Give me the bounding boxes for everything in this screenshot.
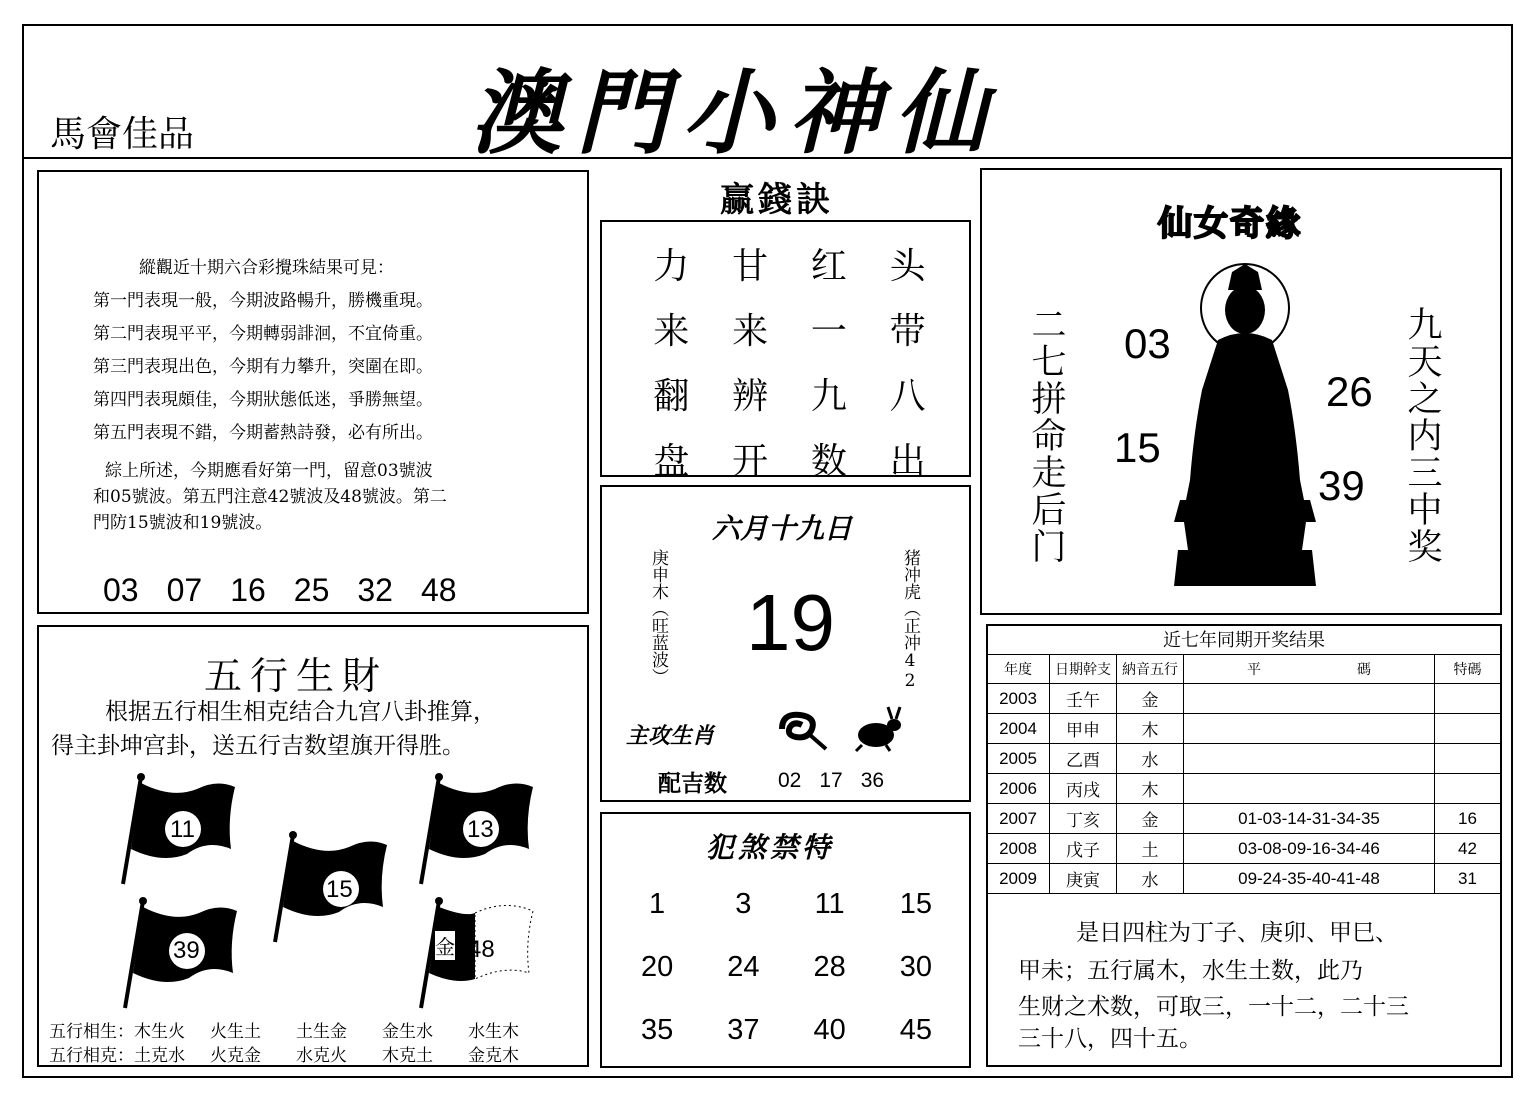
lucky-numbers — [778, 769, 884, 793]
yingqian-grid — [632, 238, 947, 484]
sheng-item: 水生木 — [468, 1022, 519, 1042]
fansha-number: 35 — [640, 1014, 674, 1046]
lucky-number: 17 — [819, 769, 843, 792]
fairy-title: 仙女奇緣 — [1158, 204, 1302, 244]
cell-year: 2006 — [987, 774, 1050, 804]
results-note: 甲未；五行属木，水生土数，此乃 — [1018, 958, 1363, 984]
cell-ping — [1184, 774, 1435, 804]
col-header: 納音五行 — [1117, 655, 1184, 684]
fairy-number: 26 — [1326, 368, 1373, 415]
analysis-line: 第五門表現不錯，今期蓄熱詩發，必有所出。 — [93, 423, 433, 443]
wuxing-text: 得主卦坤宫卦，送五行吉数望旗开得胜。 — [51, 733, 465, 759]
number: 48 — [420, 572, 457, 608]
fairy-number: 39 — [1318, 462, 1365, 509]
wuxing-text: 根据五行相生相克结合九宫八卦推算， — [105, 699, 496, 725]
cell-ping: 01-03-14-31-34-35 — [1184, 804, 1435, 834]
yingqian-panel — [600, 220, 971, 482]
analysis-line: 第四門表現頗佳，今期狀態低迷，爭勝無望。 — [93, 390, 433, 410]
yingqian-char: 辨 — [732, 376, 769, 417]
cell-year: 2007 — [987, 804, 1050, 834]
page-title: 澳門小神仙 — [470, 59, 1001, 167]
flag-number: 48 — [468, 936, 495, 963]
table-row — [987, 834, 1501, 864]
cell-year: 2009 — [987, 864, 1050, 894]
table-row — [987, 864, 1501, 894]
analysis-summary: 綜上所述，今期應看好第一門，留意03號波 — [105, 461, 433, 481]
fansha-number: 1 — [649, 888, 666, 920]
fairy-number: 15 — [1114, 424, 1161, 471]
cell-ganzhi: 戊子 — [1050, 834, 1117, 864]
cell-te: 31 — [1435, 864, 1501, 894]
number: 16 — [230, 572, 266, 608]
yingqian-char: 盘 — [653, 441, 690, 482]
fansha-number: 28 — [813, 951, 846, 983]
results-note: 生财之术数，可取三，一十二，二十三 — [1018, 994, 1409, 1020]
zodiac-label: 主攻生肖 — [626, 723, 715, 749]
wuxing-sheng-row — [49, 1017, 519, 1042]
sheng-item: 火生土 — [210, 1022, 261, 1042]
number: 25 — [293, 572, 330, 608]
fansha-grid — [614, 888, 959, 1047]
table-row — [987, 804, 1501, 834]
analysis-line: 縱觀近十期六合彩攪珠結果可見： — [139, 258, 394, 278]
results-note: 三十八，四十五。 — [1018, 1026, 1202, 1052]
fansha-number: 3 — [735, 888, 752, 920]
cell-te: 16 — [1435, 804, 1501, 834]
cell-ping — [1184, 744, 1435, 774]
date-left-vertical: 庚申木（旺蓝波） — [648, 549, 668, 685]
yingqian-char: 八 — [889, 376, 926, 417]
date-right-vertical: 猪冲虎（正冲42 — [900, 549, 920, 691]
analysis-summary: 和05號波。第五門注意42號波及48號波。第二 — [93, 487, 447, 507]
yingqian-char: 甘 — [732, 246, 769, 287]
results-table — [986, 654, 1501, 894]
yingqian-char: 力 — [653, 246, 690, 287]
rabbit-zodiac-icon — [850, 705, 906, 753]
yingqian-title: 赢錢訣 — [720, 180, 834, 220]
fansha-number: 24 — [727, 951, 760, 983]
fansha-number: 11 — [814, 888, 845, 920]
cell-wuxing: 木 — [1117, 714, 1184, 744]
date-day-number: 19 — [746, 578, 835, 667]
yingqian-char: 开 — [732, 441, 769, 482]
yingqian-char: 来 — [653, 311, 690, 352]
lucky-label: 配吉数 — [658, 771, 727, 797]
fansha-number: 45 — [899, 1014, 932, 1046]
fansha-number: 15 — [899, 888, 932, 920]
cell-year: 2005 — [987, 744, 1050, 774]
cell-wuxing: 金 — [1117, 804, 1184, 834]
cell-te: 42 — [1435, 834, 1501, 864]
fansha-panel — [600, 812, 971, 1068]
col-header: 特碼 — [1435, 655, 1501, 684]
snake-zodiac-icon — [774, 707, 830, 753]
number: 03 — [103, 572, 139, 608]
cell-ping — [1184, 684, 1435, 714]
sheng-item: 土生金 — [296, 1022, 347, 1042]
fansha-number: 40 — [813, 1014, 846, 1046]
cell-te — [1435, 684, 1501, 714]
cell-ganzhi: 甲申 — [1050, 714, 1117, 744]
lucky-number: 36 — [860, 769, 885, 792]
cell-ping — [1184, 714, 1435, 744]
brand-label: 馬會佳品 — [50, 114, 195, 155]
cell-wuxing: 土 — [1117, 834, 1184, 864]
wuxing-title: 五行生財 — [204, 654, 389, 698]
cell-ping: 09-24-35-40-41-48 — [1184, 864, 1435, 894]
analysis-summary: 門防15號波和19號波。 — [93, 513, 273, 533]
number: 32 — [357, 572, 393, 608]
fansha-number: 20 — [640, 951, 674, 983]
flag-number: 13 — [467, 816, 494, 843]
col-header-ma: 碼 — [1357, 661, 1371, 677]
table-row — [987, 744, 1501, 774]
fansha-number: 37 — [727, 1014, 760, 1046]
ke-item: 金克木 — [468, 1046, 519, 1066]
cell-wuxing: 木 — [1117, 774, 1184, 804]
col-header — [1184, 655, 1435, 684]
fairy-left-vertical: 二七拼命走后门 — [1026, 306, 1066, 565]
ke-label: 五行相克： — [49, 1046, 134, 1066]
cell-year: 2004 — [987, 714, 1050, 744]
cell-year: 2003 — [987, 684, 1050, 714]
cell-te — [1435, 714, 1501, 744]
fairy-number: 03 — [1124, 320, 1171, 367]
cell-wuxing: 金 — [1117, 684, 1184, 714]
yingqian-char: 带 — [889, 311, 926, 352]
fansha-title: 犯煞禁特 — [706, 831, 835, 864]
sheng-item: 金生水 — [382, 1022, 433, 1042]
cell-ping: 03-08-09-16-34-46 — [1184, 834, 1435, 864]
yingqian-char: 数 — [810, 441, 847, 482]
number: 07 — [166, 572, 203, 608]
yingqian-char: 九 — [810, 376, 847, 417]
yingqian-char: 头 — [889, 246, 926, 287]
flag-number: 15 — [326, 876, 353, 903]
flag-number: 39 — [173, 937, 200, 964]
results-note: 是日四柱为丁子、庚卯、甲巳、 — [1076, 920, 1398, 946]
cell-te — [1435, 744, 1501, 774]
lucky-number: 02 — [778, 769, 802, 792]
ke-item: 水克火 — [296, 1046, 347, 1066]
cell-ganzhi: 丙戌 — [1050, 774, 1117, 804]
col-header: 年度 — [987, 655, 1050, 684]
results-title: 近七年同期开奖结果 — [1163, 630, 1325, 651]
fansha-number: 30 — [899, 951, 932, 983]
fairy-right-vertical: 九天之内三中奖 — [1402, 306, 1442, 565]
analysis-line: 第二門表現平平，今期轉弱誹洄，不宜倚重。 — [93, 324, 433, 344]
yingqian-char: 红 — [810, 246, 847, 287]
analysis-panel — [37, 170, 589, 614]
yingqian-char: 一 — [810, 311, 847, 352]
yingqian-char: 来 — [732, 311, 769, 352]
cell-wuxing: 水 — [1117, 864, 1184, 894]
table-header-row — [987, 655, 1501, 684]
goddess-statue-icon — [1170, 260, 1320, 590]
sheng-label: 五行相生： — [49, 1022, 134, 1042]
cell-wuxing: 水 — [1117, 744, 1184, 774]
cell-year: 2008 — [987, 834, 1050, 864]
analysis-line: 第一門表現一般，今期波路暢升，勝機重現。 — [93, 291, 433, 311]
wuxing-ke-row — [49, 1041, 519, 1066]
sheng-item: 木生火 — [134, 1022, 185, 1042]
ke-item: 土克水 — [134, 1046, 185, 1066]
date-panel — [600, 485, 971, 802]
yingqian-char: 出 — [889, 441, 926, 482]
ke-item: 木克土 — [382, 1046, 433, 1066]
col-header-ping: 平 — [1247, 661, 1261, 677]
analysis-line: 第三門表現出色，今期有力攀升，突圍在即。 — [93, 357, 433, 377]
analysis-numbers — [103, 572, 485, 609]
date-title: 六月十九日 — [712, 512, 853, 545]
table-row — [987, 684, 1501, 714]
flag-element-label: 金 — [435, 931, 455, 960]
col-header: 日期幹支 — [1050, 655, 1117, 684]
ke-item: 火克金 — [210, 1046, 261, 1066]
table-row — [987, 714, 1501, 744]
cell-ganzhi: 庚寅 — [1050, 864, 1117, 894]
table-row — [987, 774, 1501, 804]
fairy-panel — [980, 168, 1502, 615]
cell-te — [1435, 774, 1501, 804]
flag-number: 11 — [170, 816, 195, 843]
yingqian-char: 翻 — [653, 376, 690, 417]
cell-ganzhi: 壬午 — [1050, 684, 1117, 714]
cell-ganzhi: 乙酉 — [1050, 744, 1117, 774]
wuxing-panel — [37, 625, 589, 1067]
cell-ganzhi: 丁亥 — [1050, 804, 1117, 834]
